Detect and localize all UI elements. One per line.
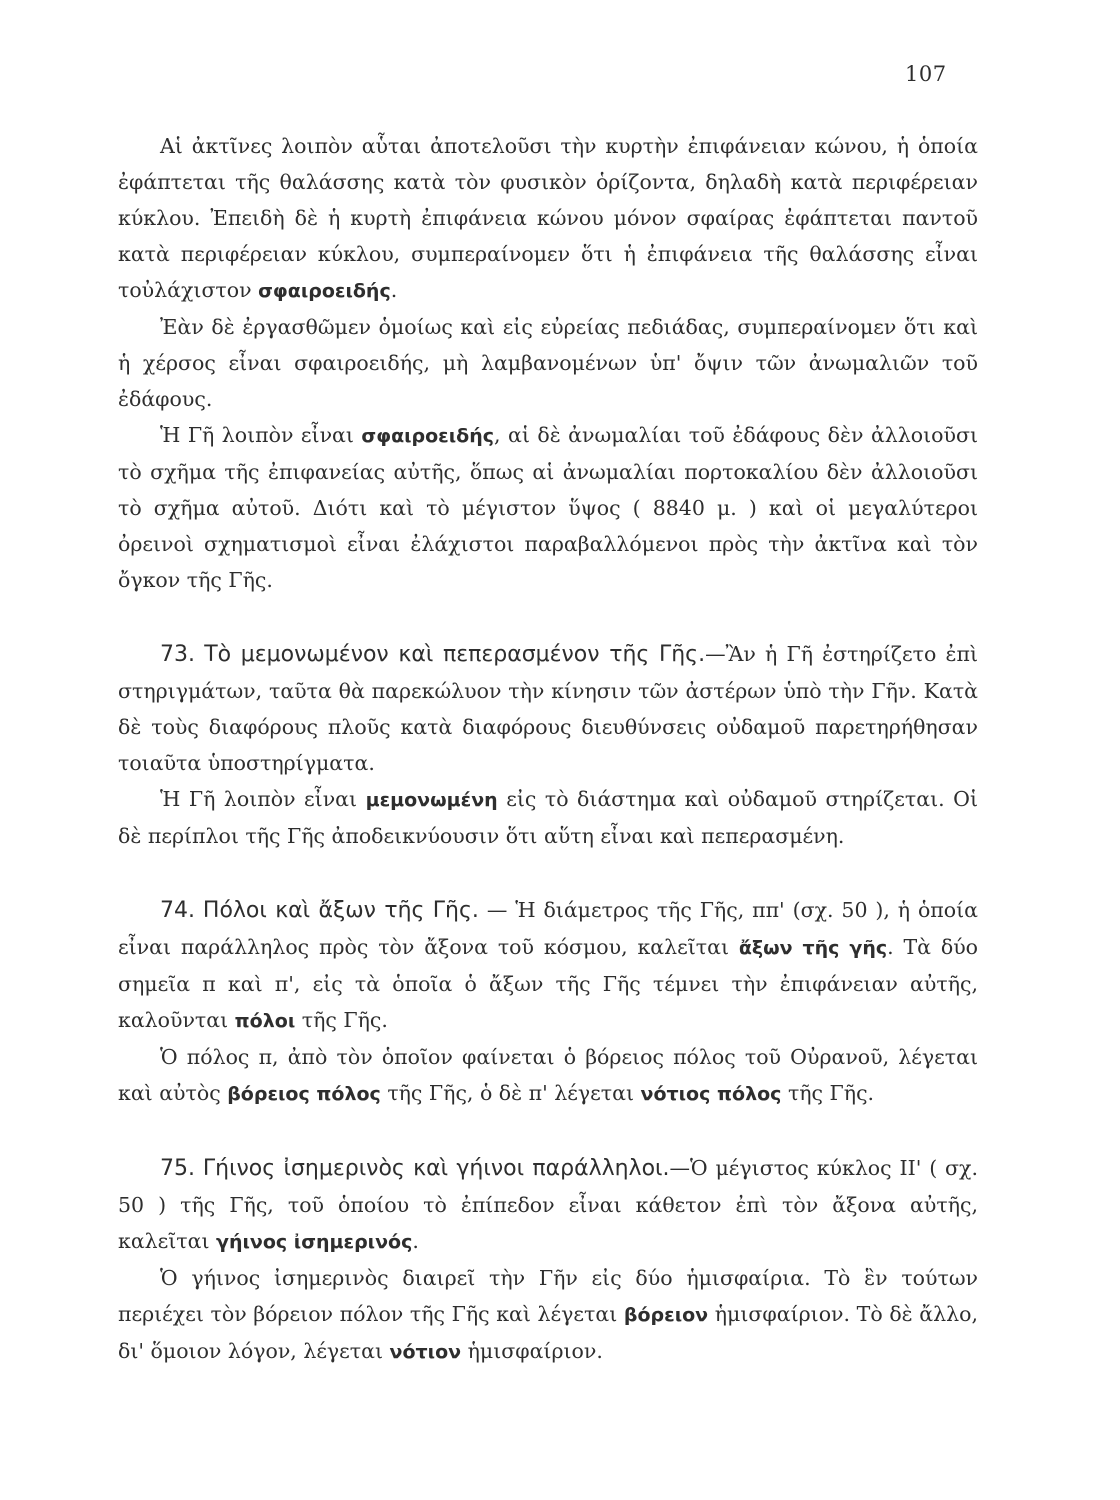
bold-term: ἄξων τῆς γῆς bbox=[738, 937, 888, 959]
section-title: Γήινος ἰσημερινὸς καὶ γήινοι παράλληλοι. bbox=[202, 1156, 670, 1181]
paragraph-isolated bbox=[118, 781, 978, 854]
text: — Ἡ διάμετρος τῆς Γῆς, ππ' (σχ. 50 ), ἡ ὁποία εἶναι παράλληλος πρὸς τὸν ἄξονα τοῦ κόσμου, καλεῖται bbox=[118, 898, 978, 959]
paragraph-poles bbox=[118, 1039, 978, 1112]
text: —Ἂν ἡ Γῆ ἐστηρίζετο ἐπὶ στηριγμάτων, ταῦτα θὰ παρεκώλυον τὴν κίνησιν τῶν ἀστέρων ὑπὸ τὴν Γῆν. Κατὰ δὲ τοὺς διαφόρους πλοῦς κατὰ διαφόρους διευθύνσεις οὐδαμοῦ παρετηρήθησαν τοιαῦτα ὑποστηρίγματα. bbox=[118, 642, 978, 775]
section-number: 74. bbox=[160, 898, 195, 923]
paragraph-hemispheres bbox=[118, 1260, 978, 1370]
section-75 bbox=[118, 1150, 978, 1260]
text: εἰς τὸ διάστημα καὶ οὐδαμοῦ στηρίζεται. Οἱ δὲ περίπλοι τῆς Γῆς ἀποδεικνύουσιν ὅτι αὕτη εἶναι καὶ πεπερασμένη. bbox=[118, 787, 978, 848]
section-73 bbox=[118, 636, 978, 781]
paragraph-plains bbox=[118, 309, 978, 417]
bold-term: μεμονωμένη bbox=[365, 789, 498, 811]
bold-term: νότιος πόλος bbox=[640, 1083, 782, 1105]
text: . bbox=[390, 278, 398, 302]
paragraph-earth-spheroid bbox=[118, 417, 978, 598]
text: τῆς Γῆς. bbox=[781, 1081, 875, 1105]
section-number: 75. bbox=[160, 1156, 195, 1181]
text: Ἡ Γῆ λοιπὸν εἶναι bbox=[160, 787, 366, 811]
text: τῆς Γῆς. bbox=[295, 1008, 388, 1032]
body-text bbox=[118, 128, 978, 1370]
paragraph-cone-surface bbox=[118, 128, 978, 309]
text: Αἱ ἀκτῖνες λοιπὸν αὗται ἀποτελοῦσι τὴν κυρτὴν ἐπιφάνειαν κώνου, ἡ ὁποία ἐφάπτεται τῆς θαλάσσης κατὰ τὸν φυσικὸν ὁρίζοντα, δηλαδὴ κατὰ περιφέρειαν κύκλου. Ἐπειδὴ δὲ ἡ κυρτὴ ἐπιφάνεια κώνου μόνον σφαίρας ἐφάπτεται παντοῦ κατὰ περιφέρειαν κύκλου, συμπεραίνομεν ὅτι ἡ ἐπιφάνεια τῆς θαλάσσης εἶναι τοὐλάχιστον bbox=[118, 134, 978, 302]
bold-term: πόλοι bbox=[234, 1010, 296, 1032]
text: ἡμισφαίριον. bbox=[461, 1339, 603, 1363]
bold-term: γήινος ἰσημερινός bbox=[216, 1231, 413, 1253]
section-74 bbox=[118, 892, 978, 1039]
text: , αἱ δὲ ἀνωμαλίαι τοῦ ἐδάφους δὲν ἀλλοιοῦσι τὸ σχῆμα τῆς ἐπιφανείας αὐτῆς, ὅπως αἱ ἀνωμαλίαι πορτοκαλίου δὲν ἀλλοιοῦσι τὸ σχῆμα αὐτοῦ. Διότι καὶ τὸ μέγιστον ὕψος ( 8840 μ. ) καὶ οἱ μεγαλύτεροι ὀρεινοὶ σχηματισμοὶ εἶναι ἐλάχιστοι παραβαλλόμενοι πρὸς τὴν ἀκτῖνα καὶ τὸν ὄγκον τῆς Γῆς. bbox=[118, 423, 978, 592]
bold-term: βόρειος πόλος bbox=[227, 1083, 381, 1105]
section-number: 73. bbox=[160, 642, 195, 667]
text: . bbox=[412, 1229, 419, 1253]
text: Ἡ Γῆ λοιπὸν εἶναι bbox=[160, 423, 362, 447]
text: Ὁ πόλος π, ἀπὸ τὸν ὁποῖον φαίνεται ὁ βόρειος πόλος τοῦ Οὐρανοῦ, λέγεται καὶ αὐτὸς bbox=[118, 1045, 978, 1105]
text: Ὁ γήινος ἰσημερινὸς διαιρεῖ τὴν Γῆν εἰς δύο ἡμισφαίρια. Τὸ ἓν τούτων περιέχει τὸν βόρειον πόλον τῆς Γῆς καὶ λέγεται bbox=[118, 1266, 978, 1326]
text: —Ὁ μέγιστος κύκλος ΙΙ' ( σχ. 50 ) τῆς Γῆς, τοῦ ὁποίου τὸ ἐπίπεδον εἶναι κάθετον ἐπὶ τὸν ἄξονα αὐτῆς, καλεῖται bbox=[118, 1156, 978, 1253]
bold-term: σφαιροειδής bbox=[361, 425, 494, 447]
text: . Τὰ δύο σημεῖα π καὶ π', εἰς τὰ ὁποῖα ὁ ἄξων τῆς Γῆς τέμνει τὴν ἐπιφάνειαν αὐτῆς, καλοῦνται bbox=[118, 935, 979, 1032]
page-number: 107 bbox=[905, 62, 947, 86]
section-title: Πόλοι καὶ ἄξων τῆς Γῆς. bbox=[202, 898, 479, 923]
bold-term: βόρειον bbox=[623, 1304, 709, 1326]
text: Ἐὰν δὲ ἐργασθῶμεν ὁμοίως καὶ εἰς εὐρείας πεδιάδας, συμπεραίνομεν ὅτι καὶ ἡ χέρσος εἶναι σφαιροειδής, μὴ λαμβανομένων ὑπ' ὄψιν τῶν ἀνωμαλιῶν τοῦ ἐδάφους. bbox=[118, 315, 978, 411]
text: ἡμισφαίριον. Τὸ δὲ ἄλλο, δι' ὅμοιον λόγον, λέγεται bbox=[118, 1302, 978, 1363]
bold-term: σφαιροειδής bbox=[258, 280, 391, 302]
text: τῆς Γῆς, ὁ δὲ π' λέγεται bbox=[380, 1081, 641, 1105]
section-title: Τὸ μεμονωμένον καὶ πεπερασμένον τῆς Γῆς. bbox=[204, 642, 706, 667]
bold-term: νότιον bbox=[389, 1341, 462, 1363]
